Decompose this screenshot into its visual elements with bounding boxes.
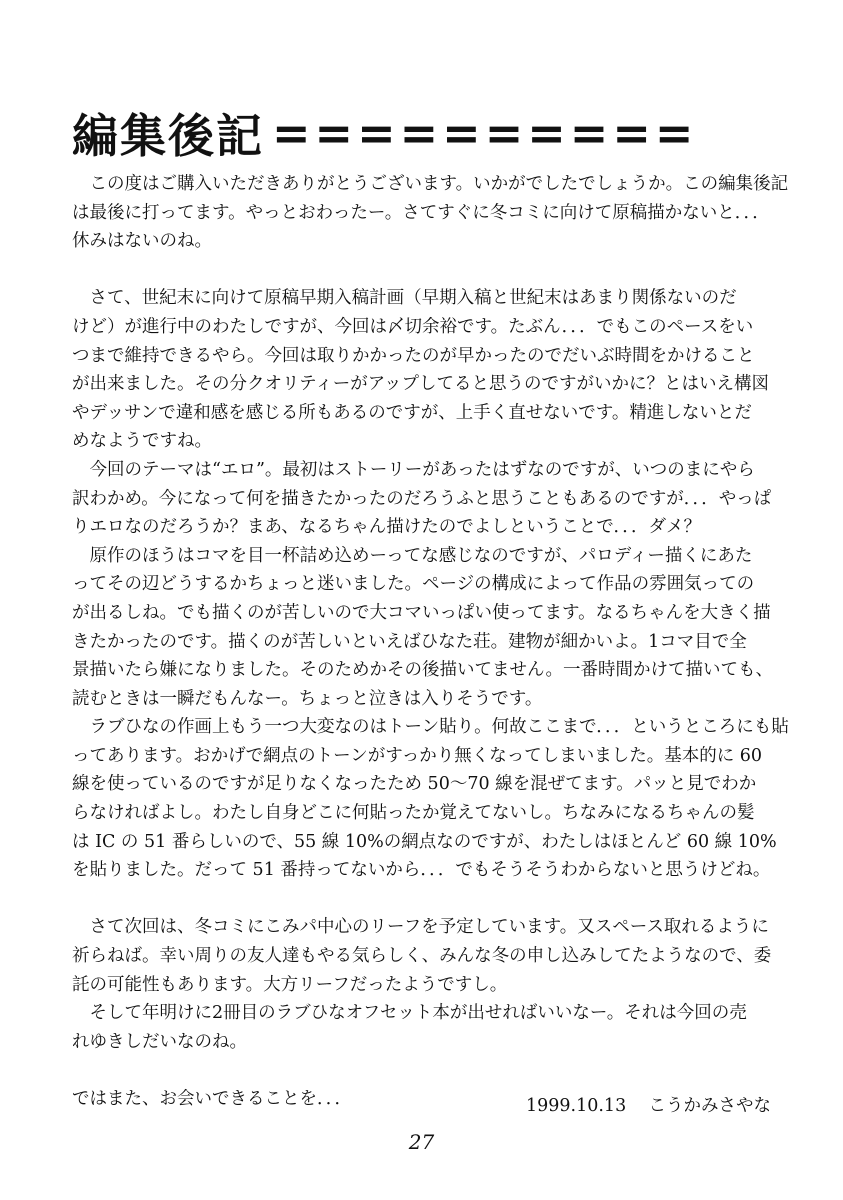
text-line: この度はご購入いただきありがとうございます。いかがでしたでしょうか。この編集後記 (72, 174, 789, 194)
text-line: 読むときは一瞬だもんなー。ちょっと泣きは入りそうです。 (72, 688, 543, 709)
text-line: つまで維持できるやら。今回は取りかかったのが早かったのでだいぶ時間をかけること (72, 345, 755, 366)
text-line: ラブひなの作画上もう一つ大変なのはトーン貼り。何故ここまで．．．というところにも貼 (72, 717, 789, 738)
body-text (72, 170, 789, 1114)
text-line: が出来ました。その分クオリティーがアップしてると思うのですがいかに？とはいえ構図 (72, 374, 770, 395)
text-line: さて、世紀末に向けて原稿早期入稿計画（早期入稿と世紀末はあまり関係ないのだ (72, 288, 737, 309)
text-line: を貼りました。だって 51 番持ってないから．．．でもそうそうわからないと思うけどね。 (72, 860, 771, 881)
text-line: きたかったのです。描くのが苦しいといえばひなた荘。建物が細かいよ。1コマ目で全 (72, 631, 747, 652)
signature (526, 1092, 771, 1117)
page-title: 編集後記 (72, 109, 264, 163)
text-line: 訳わかめ。今になって何を描きたかったのだろうふと思うこともあるのですが．．．やっぱ (72, 488, 772, 509)
text-line: 景描いたら嫌になりました。そのためかその後描いてません。一番時間かけて描いても、 (72, 660, 774, 681)
text-line: れゆきしだいなのね。 (72, 1031, 247, 1052)
text-line: りエロなのだろうか？まあ、なるちゃん描けたのでよしということで．．．ダメ？ (72, 517, 701, 538)
text-line: そして年明けに2冊目のラブひなオフセット本が出せればいいなー。それは今回の売 (72, 1003, 747, 1024)
text-line: さて次回は、冬コミにこみパ中心のリーフを予定しています。又スペース取れるように (72, 917, 769, 938)
paragraph-intro (72, 170, 789, 256)
text-line: ってあります。おかげで網点のトーンがすっかり無くなってしまいました。基本的に 60 (72, 745, 763, 766)
title-row (72, 98, 772, 168)
text-line: ではまた、お会いできることを．．． (72, 1089, 352, 1109)
paragraph-next-issue (72, 913, 777, 1056)
text-line: やデッサンで違和感を感じる所もあるのですが、上手く直せないです。精進しないとだ (72, 402, 752, 423)
text-line: が出るしね。でも描くのが苦しいので大コマいっぱい使ってます。なるちゃんを大きく描 (72, 602, 771, 623)
text-line: めなようですね。 (72, 431, 212, 452)
page-number: 27 (408, 1130, 435, 1154)
text-line: 祈らねば。幸い周りの友人達もやる気らしく、みんな冬の申し込みしてたようなので、委 (72, 946, 772, 967)
text-line: らなければよし。わたし自身どこに何貼ったか覚えてないし。ちなみになるちゃんの髪 (72, 803, 755, 824)
text-line: けど）が進行中のわたしですが、今回は〆切余裕です。たぶん．．．でもこのペースをい (72, 316, 754, 337)
paragraph-main (72, 284, 789, 884)
text-line: 線を使っているのですが足りなくなったため 50〜70 線を混ぜてます。パッと見でわか (72, 774, 757, 795)
text-line: は最後に打ってます。やっとおわったー。さてすぐに冬コミに向けて原稿描かないと．．． (72, 202, 770, 223)
signature-author: こうかみさやな (648, 1096, 771, 1116)
title-rule: ========== (272, 106, 698, 160)
text-line: 今回のテーマは“エロ”。最初はストーリーがあったはずなのですが、いつのまにやら (72, 459, 755, 480)
text-line: 原作のほうはコマを目一杯詰め込めーってな感じなのですが、パロディー描くにあた (72, 545, 753, 566)
signature-date: 1999.10.13 (526, 1096, 627, 1116)
text-line: 休みはないのね。 (72, 231, 212, 252)
text-line: ってその辺どうするかちょっと迷いました。ページの構成によって作品の雰囲気っての (72, 574, 755, 595)
text-line: は IC の 51 番らしいので、55 線 10%の網点なのですが、わたしはほとんど 60 線 10% (72, 831, 777, 852)
text-line: 託の可能性もあります。大方リーフだったようですし。 (72, 974, 508, 995)
